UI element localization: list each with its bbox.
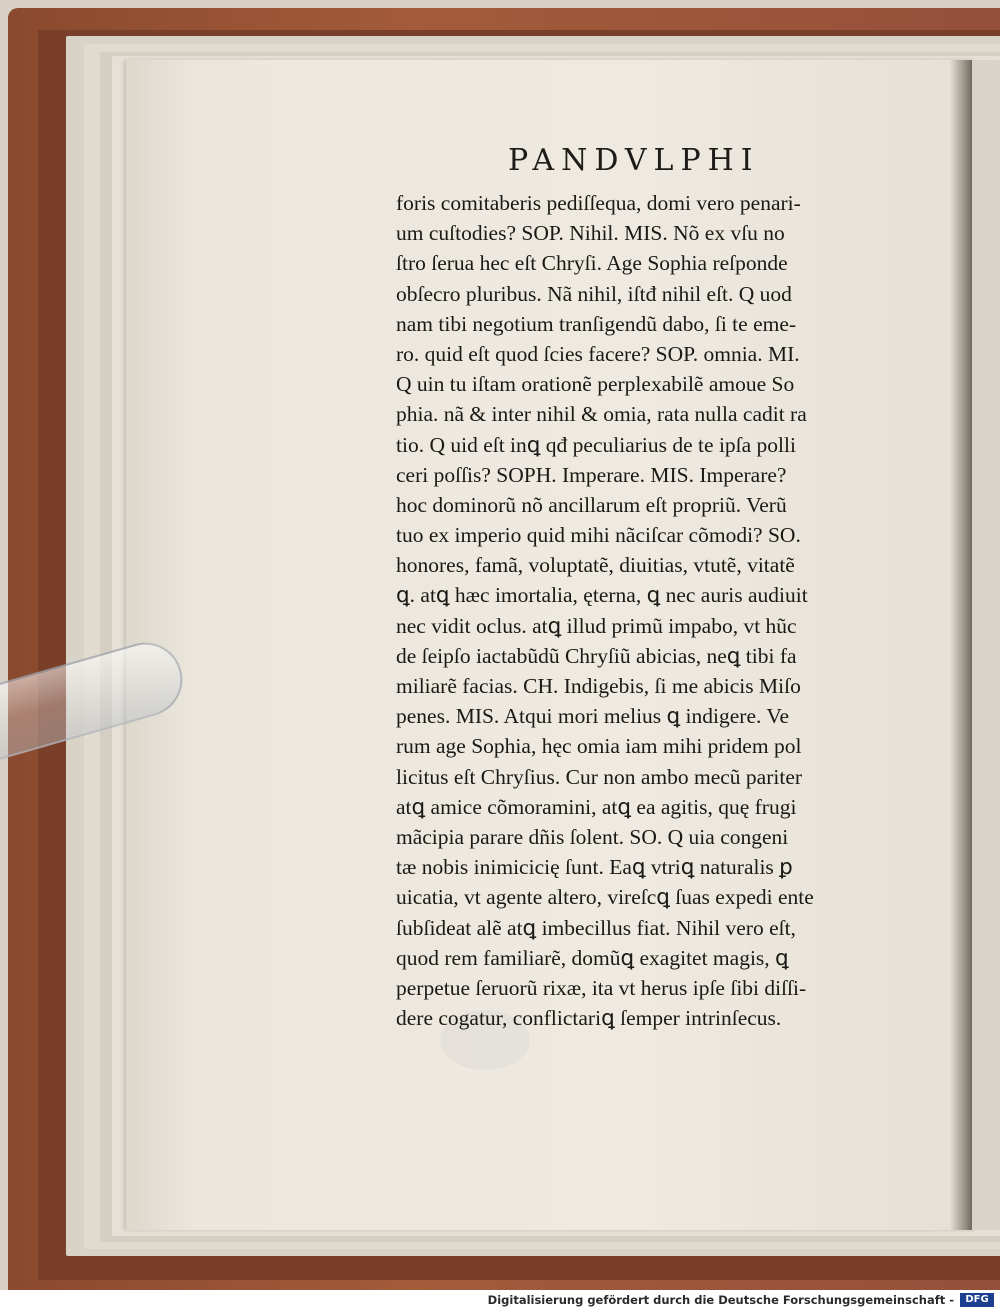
running-head: PANDVLPHI [508, 143, 760, 178]
text-line: Q uin tu iſtam orationẽ perplexabilẽ amoue So [396, 372, 795, 397]
footer-bar [0, 1290, 1000, 1311]
text-line: tuo ex imperio quid mihi nãciſcar cõmodi? SO. [396, 523, 801, 548]
text-line: uicatia, vt agente altero, vireſcꝗ ſuas expedi ente [396, 885, 814, 910]
text-line: hoc dominorũ nõ ancillarum eſt propriũ. Verũ [396, 492, 787, 517]
text-line: atꝗ amice cõmoramini, atꝗ ea agitis, quę frugi [396, 794, 797, 819]
text-line: ſubſideat alẽ atꝗ imbecillus fiat. Nihil vero eſt, [396, 915, 796, 940]
body-text [396, 188, 926, 1033]
page-gutter [950, 60, 972, 1230]
text-line: licitus eſt Chryſius. Cur non ambo mecũ pariter [396, 764, 803, 789]
text-line: ro. quid eſt quod ſcies facere? SOP. omnia. MI. [396, 341, 800, 366]
text-line: perpetue ſeruorũ rixæ, ita vt herus ipſe ſibi diſſi- [396, 975, 807, 1000]
funding-credit: Digitalisierung gefördert durch die Deutsche Forschungsgemeinschaft - [487, 1293, 954, 1307]
facing-page-edge [972, 60, 1000, 1230]
text-line: honores, famã, voluptatẽ, diuitias, vtutẽ, vitatẽ [396, 553, 795, 578]
text-line: miliarẽ facias. CH. Indigebis, ſi me abicis Miſo [396, 674, 801, 698]
text-line: nec vidit oclus. atꝗ illud primũ impabo, vt hũc [396, 613, 797, 638]
text-line: tæ nobis inimicicię ſunt. Eaꝗ vtriꝗ naturalis ꝑ [396, 855, 793, 880]
text-line: penes. MIS. Atqui mori melius ꝗ indigere. Ve [396, 704, 790, 729]
text-line: rum age Sophia, hęc omia iam mihi pridem pol [396, 734, 802, 759]
text-line: mãcipia parare dñis ſolent. SO. Q uia congeni [396, 824, 789, 849]
text-line: um cuſtodies? SOP. Nihil. MIS. Nõ ex vſu no [396, 221, 785, 246]
text-line: quod rem familiarẽ, domũꝗ exagitet magis, ꝗ [396, 945, 789, 970]
text-line: de ſeipſo iactabũdũ Chryſiũ abicias, neꝗ tibi fa [396, 643, 797, 668]
text-line: nam tibi negotium tranſigendũ dabo, ſi te eme- [396, 311, 797, 336]
text-line: dere cogatur, conflictariꝗ ſemper intrinſecus. [396, 1006, 782, 1031]
text-line: ceri poſſis? SOPH. Imperare. MIS. Imperare? [396, 462, 787, 487]
text-line: obſecro pluribus. Nã nihil, iſtđ nihil eſt. Q uod [396, 281, 792, 306]
dfg-logo[interactable]: DFG [960, 1293, 994, 1307]
text-line: foris comitaberis pediſſequa, domi vero penari- [396, 191, 801, 215]
text-line: ſtro ſerua hec eſt Chryſi. Age Sophia reſponde [396, 251, 788, 276]
text-line: tio. Q uid eſt inꝗ qđ peculiarius de te ipſa polli [396, 432, 796, 457]
text-line: phia. nã & inter nihil & omia, rata nulla cadit ra [396, 402, 807, 427]
text-line: ꝗ. atꝗ hæc imortalia, ęterna, ꝗ nec auris audiuit [396, 583, 808, 608]
